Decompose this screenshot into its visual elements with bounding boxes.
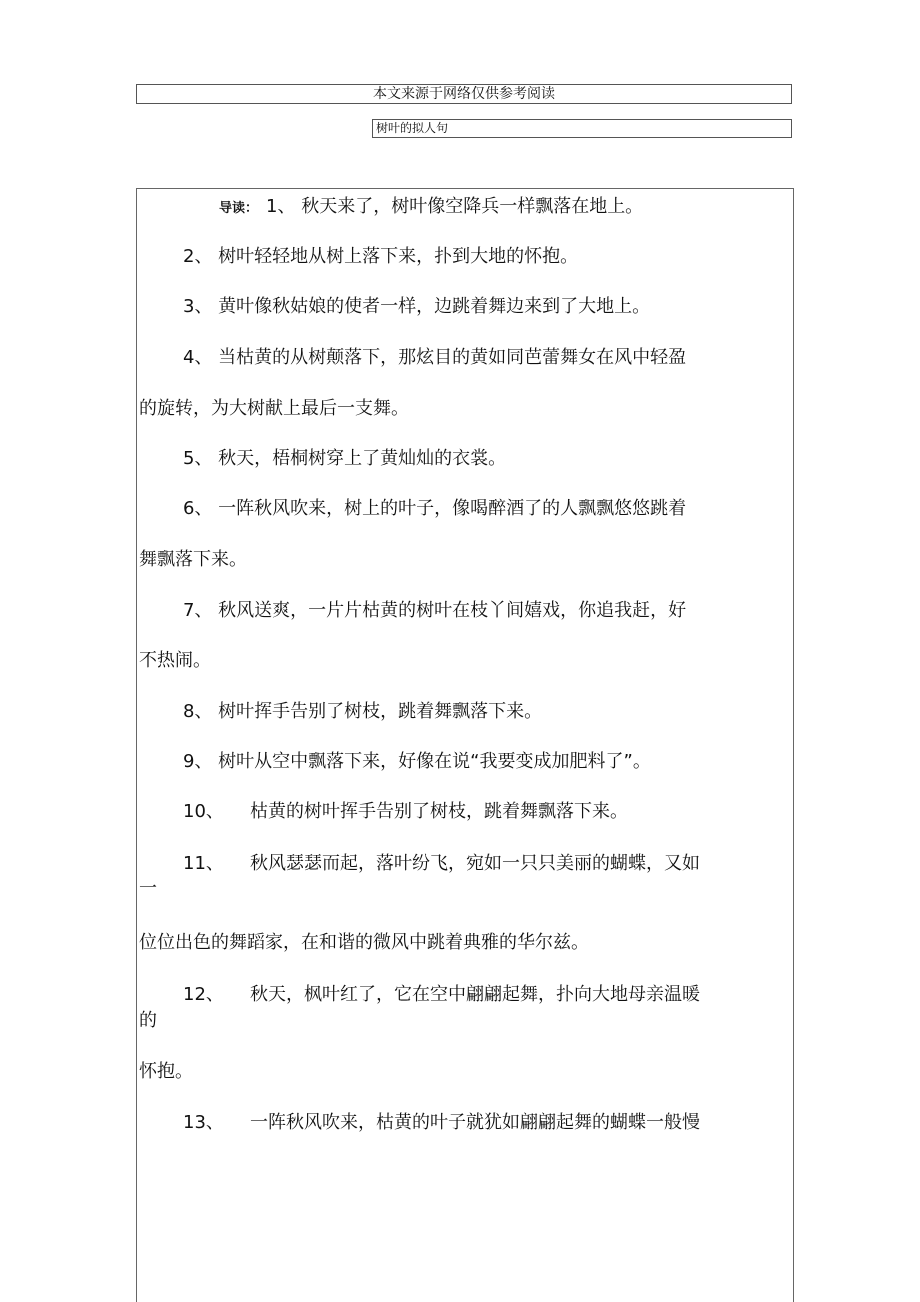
line-13-number: 13、	[183, 1112, 224, 1133]
line-2: 2、 树叶轻轻地从树上落下来，扑到大地的怀抱。	[183, 246, 579, 267]
line-3: 3、 黄叶像秋姑娘的使者一样，边跳着舞边来到了大地上。	[183, 296, 651, 317]
document-title: 树叶的拟人句	[376, 121, 449, 135]
line-5: 5、 秋天，梧桐树穿上了黄灿灿的衣裳。	[183, 448, 507, 469]
line-6: 6、 一阵秋风吹来，树上的叶子，像喝醉酒了的人飘飘悠悠跳着	[183, 498, 687, 519]
line-7: 7、 秋风送爽，一片片枯黄的树叶在枝丫间嬉戏，你追我赶，好	[183, 600, 687, 621]
line-6-cont: 舞飘落下来。	[139, 549, 247, 570]
line-11-cont: 位位出色的舞蹈家，在和谐的微风中跳着典雅的华尔兹。	[139, 932, 589, 953]
line-13-text: 一阵秋风吹来，枯黄的叶子就犹如翩翩起舞的蝴蝶一般慢	[250, 1112, 700, 1133]
line-10-text: 枯黄的树叶挥手告别了树枝，跳着舞飘落下来。	[250, 801, 628, 822]
line-1-text: 1、 秋天来了，树叶像空降兵一样飘落在地上。	[266, 196, 644, 217]
line-12-wrap: 的	[139, 1010, 157, 1031]
line-11-number: 11、	[183, 853, 224, 874]
source-note: 本文来源于网络仅供参考阅读	[373, 86, 555, 102]
line-4: 4、 当枯黄的从树颠落下，那炫目的黄如同芭蕾舞女在风中轻盈	[183, 347, 687, 368]
line-10-number: 10、	[183, 801, 224, 822]
line-7-cont: 不热闹。	[139, 650, 211, 671]
line-12-text: 秋天，枫叶红了，它在空中翩翩起舞，扑向大地母亲温暖	[250, 984, 700, 1005]
line-8: 8、 树叶挥手告别了树枝，跳着舞飘落下来。	[183, 701, 543, 722]
intro-label: 导读：	[219, 201, 259, 216]
line-1	[219, 195, 643, 221]
document-title-box	[372, 119, 792, 138]
line-11-text: 秋风瑟瑟而起，落叶纷飞，宛如一只只美丽的蝴蝶，又如	[250, 853, 700, 874]
line-4-cont: 的旋转，为大树献上最后一支舞。	[139, 398, 409, 419]
line-9: 9、 树叶从空中飘落下来，好像在说“我要变成加肥料了”。	[183, 751, 651, 772]
line-12-number: 12、	[183, 984, 224, 1005]
line-12-cont: 怀抱。	[139, 1061, 193, 1082]
content-frame	[136, 188, 794, 1302]
source-note-box	[136, 84, 792, 104]
line-11-wrap: 一	[139, 878, 157, 899]
